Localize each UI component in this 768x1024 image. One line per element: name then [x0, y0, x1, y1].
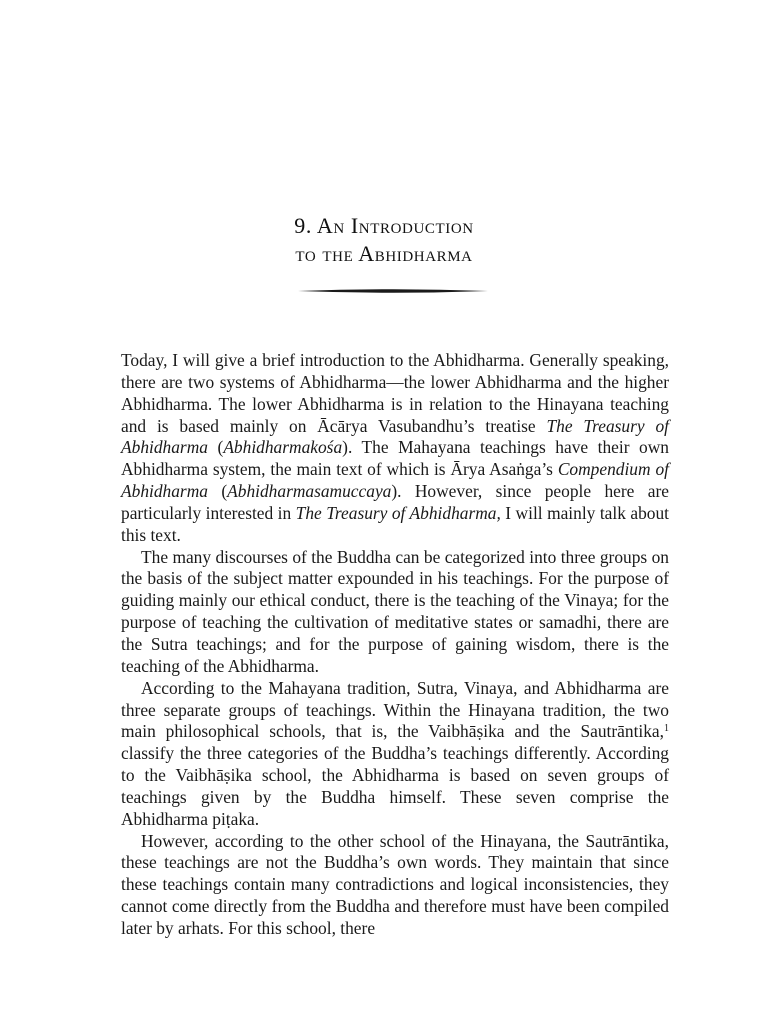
text-segment: Today, I will give a brief introduction to the Abhidharma. Generally speaking, there are two systems of Abhidharma—the lower Abhidharma and the higher Abhidharma. The lower Abhidharma is in relation to the Hinayana teaching and is based mainly on Ācārya Vasubandhu’s treatise	[121, 350, 669, 436]
body-text	[121, 350, 669, 940]
text-segment: I will mainly talk about this text.	[121, 502, 669, 545]
paragraph-2	[121, 547, 669, 678]
italic-title: Compendium of Abhidharma	[121, 459, 669, 502]
footnote-marker: 1	[664, 723, 669, 735]
italic-title: The Treasury of Abhidharma,	[295, 502, 501, 523]
paragraph-4	[121, 831, 669, 940]
chapter-title-line-1: 9. An Introduction	[294, 213, 474, 238]
italic-title: The Treasury of Abhidharma	[121, 415, 669, 458]
text-segment: The many discourses of the Buddha can be categorized into three groups on the basis of the subject matter expounded in his teachings. For the purpose of guiding mainly our ethical conduct, there is the teaching of the Vinaya; for the purpose of teaching the cultivation of meditative states or samadhi, there are the Sutra teachings; and for the purpose of gaining wisdom, there is the teaching of the Abhidharma.	[121, 546, 669, 676]
italic-title: Abhidharmakośa	[223, 437, 343, 458]
italic-title: Abhidharmasamuccaya	[227, 481, 392, 502]
text-segment: However, according to the other school of the Hinayana, the Sautrāntika, these teachings are not the Buddha’s own words. They maintain that since these teachings contain many contradictions and logical inconsistencies, they cannot come directly from the Buddha and therefore must have been compiled later by arhats. For this school, there	[121, 830, 669, 938]
chapter-title	[0, 212, 768, 268]
paragraph-3	[121, 678, 669, 831]
text-segment: ). The Mahayana teachings have their own Abhidharma system, the main text of which is Ārya Asaṅga’s	[121, 437, 669, 480]
title-ornament-rule	[298, 288, 488, 294]
text-segment: (	[207, 437, 224, 458]
chapter-title-line-2: to the Abhidharma	[295, 241, 473, 266]
text-segment: According to the Mahayana tradition, Sutra, Vinaya, and Abhidharma are three separate groups of teachings. Within the Hinayana tradition, the two main philosophical schools, that is, the Vaibhāṣika and the Sautrāntika,	[121, 677, 669, 742]
text-segment: (	[207, 481, 228, 502]
text-segment: ). However, since people here are particularly interested in	[121, 481, 669, 523]
text-segment: classify the three categories of the Buddha’s teachings differently. According to the Vaibhāṣika school, the Abhidharma is based on seven groups of teachings given by the Buddha himself. These seven comprise the Abhidharma piṭaka.	[121, 743, 669, 829]
paragraph-1	[121, 350, 669, 547]
